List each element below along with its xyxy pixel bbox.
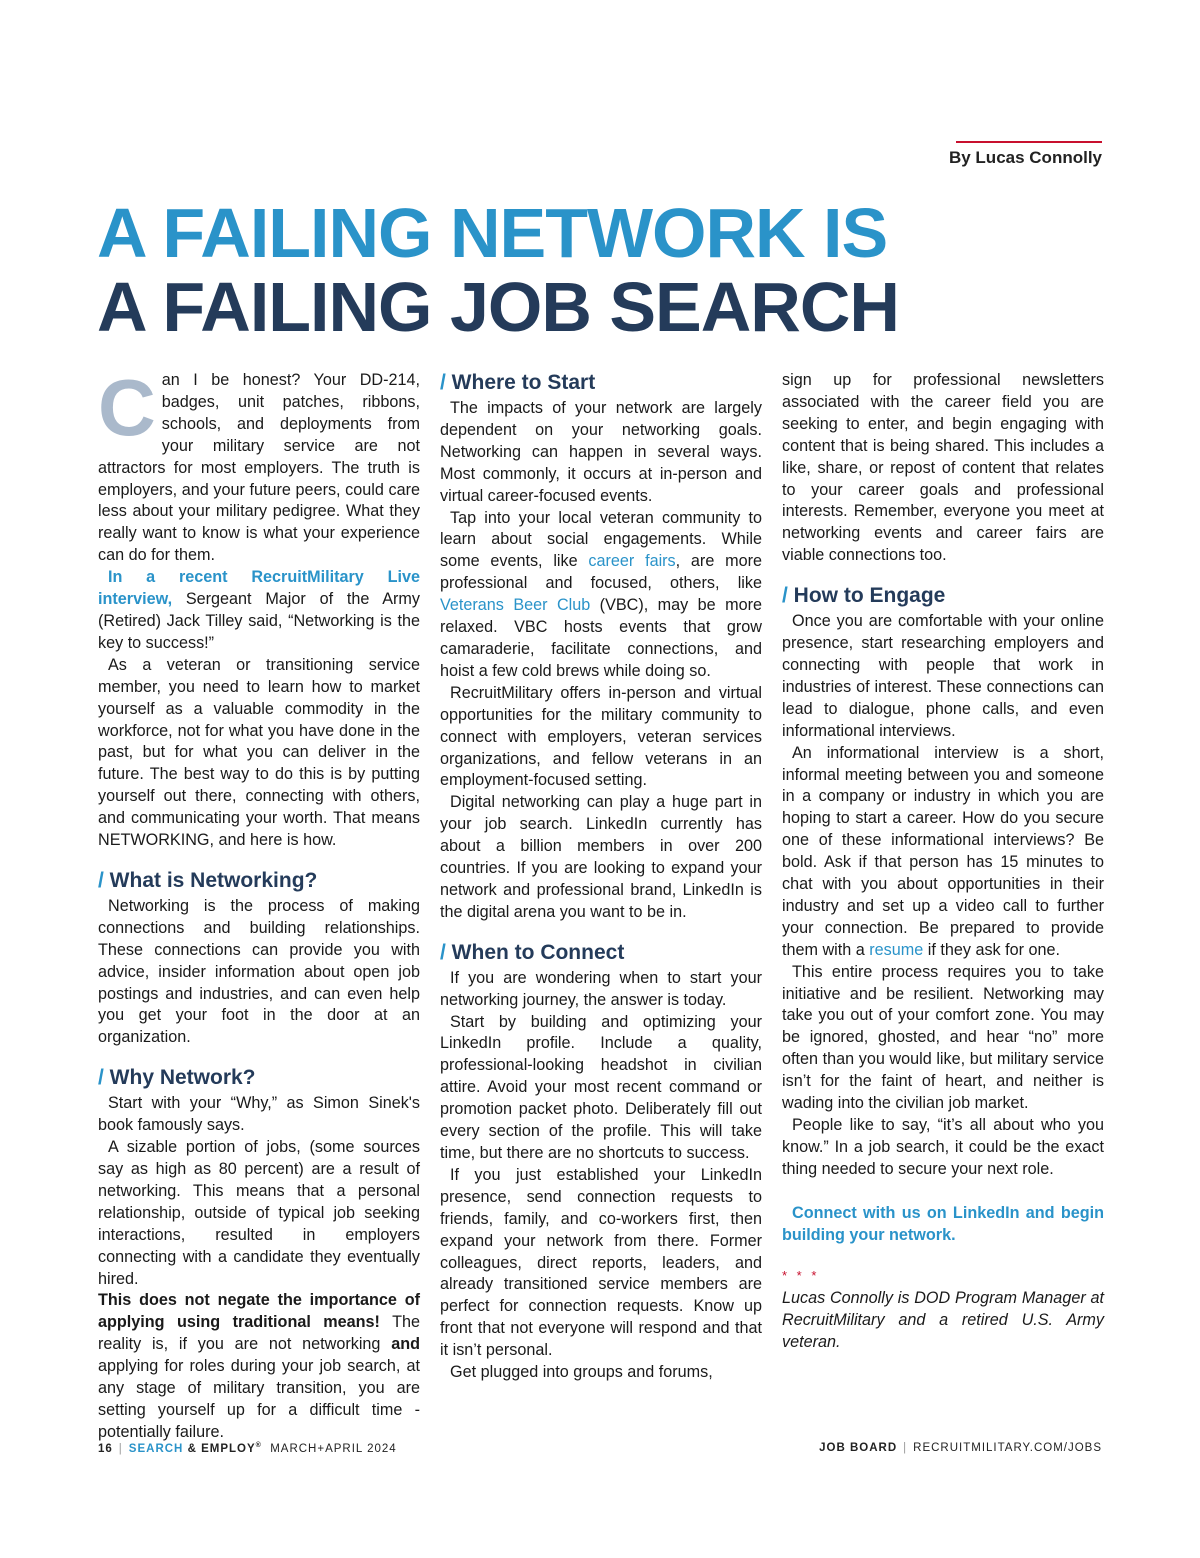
heading-where-to-start: / Where to Start xyxy=(440,371,596,394)
issue-date: MARCH+APRIL 2024 xyxy=(270,1442,397,1455)
heading-what-is-networking: / What is Networking? xyxy=(98,868,318,892)
heading-why-network: / Why Network? xyxy=(98,1066,256,1090)
paragraph: A sizable portion of jobs, (some sources say as high as 80 percent) are a result of networking. This means that a personal relationship, outside of typical job seeking interactions, resulted in employers connecting with a candidate they eventually hired. xyxy=(98,1138,420,1288)
byline: By Lucas Connolly xyxy=(948,148,1102,167)
title-line-1: A FAILING NETWORK IS xyxy=(97,194,888,272)
intro-paragraph: Can I be honest? Your DD-214, badges, unit patches, ribbons, schools, and deployments from your military service are not attractors for most employers. The truth is employers, and your future peers, could care less about your military pedigree. What they really want to know is what your experience can do for them. xyxy=(98,363,420,565)
section-name: JOB BOARD xyxy=(819,1442,898,1454)
section-stars: * * * xyxy=(782,1267,820,1283)
paragraph: Tap into your local veteran community to learn about social engagements. While some events, like career fairs, are more professional and focused, others, like Veterans Beer Club (VBC), may be more relaxed. VBC hosts events that grow camaraderie, facilitate connections, and hoist a few cold brews while doing so. xyxy=(440,508,762,680)
career-fairs-link[interactable]: career fairs xyxy=(588,552,676,571)
heading-how-to-engage: / How to Engage xyxy=(782,584,946,608)
paragraph: Networking is the process of making connections and building relationships. These connections can provide you with advice, insider information about open job postings and industries, and can even help you get your foot in the door at an organization. xyxy=(98,896,420,1047)
byline-rule xyxy=(956,141,1102,143)
title-line-2: A FAILING JOB SEARCH xyxy=(97,268,899,346)
paragraph: As a veteran or transitioning service member, you need to learn how to market yourself as a valuable commodity in the workforce, not for what you have done in the past, but for what you can deliver in the future. The best way to do this is by putting yourself out there, connecting with others, and communicating your worth. That means NETWORKING, and here is how. xyxy=(98,655,420,850)
footer-left: 16 | SEARCH & EMPLOY® MARCH+APRIL 2024 xyxy=(98,1442,397,1455)
paragraph: Start by building and optimizing your LinkedIn profile. Include a quality, professional-looking headshot in civilian attire. Avoid your most recent command or promotion packet photo. Deliberately fill out every section of the profile. This will take time, but there are no shortcuts to success. xyxy=(440,1012,762,1162)
paragraph: An informational interview is a short, informal meeting between you and someone in a company or industry in which you are hoping to start a career. How do you secure one of these informational interviews? Be bold. Ask if that person has 15 minutes to chat with you about opportunities in their industry and set up a video call to further your connection. Be prepared to provide them with a resume if they ask for one. xyxy=(782,743,1104,959)
footer-right: JOB BOARD | RECRUITMILITARY.COM/JOBS xyxy=(819,1442,1102,1454)
paragraph: The impacts of your network are largely dependent on your networking goals. Networking can happen in several ways. Most commonly, it occurs at in-person and virtual career-focused events. xyxy=(440,399,762,505)
paragraph: sign up for professional newsletters associated with the career field you are seeking to enter, and begin engaging with content that is being shared. This includes a like, share, or repost of content that relates to your career goals and professional interests. Remember, everyone you meet at networking events and career fairs are viable connections too. xyxy=(782,371,1104,565)
paragraph: This entire process requires you to take initiative and be resilient. Networking may take you out of your comfort zone. You may be ignored, ghosted, and hear “no” more often than you would like, but military service isn’t for the faint of heart, and neither is wading into the civilian job market. xyxy=(782,962,1104,1113)
footer-url: RECRUITMILITARY.COM/JOBS xyxy=(913,1442,1102,1454)
drop-cap: C xyxy=(98,363,156,452)
paragraph: In a recent RecruitMilitary Live interview, Sergeant Major of the Army (Retired) Jack Tilley said, “Networking is the key to success!” xyxy=(98,568,420,652)
linkedin-cta-link[interactable]: Connect with us on LinkedIn and begin building your network. xyxy=(782,1203,1104,1244)
resume-link[interactable]: resume xyxy=(869,940,924,959)
magazine-brand: SEARCH xyxy=(128,1442,184,1455)
paragraph: Digital networking can play a huge part in your job search. LinkedIn currently has about a billion members in over 200 countries. If you are looking to expand your network and professional brand, LinkedIn is the digital arena you want to be in. xyxy=(440,793,762,921)
veterans-beer-club-link[interactable]: Veterans Beer Club xyxy=(440,596,591,615)
paragraph: This does not negate the importance of applying using traditional means! The reality is, if you are not networking and applying for roles during your job search, at any stage of military transition, you are setting yourself up for a difficult time - potentially failure. xyxy=(98,1291,420,1441)
author-bio: Lucas Connolly is DOD Program Manager at RecruitMilitary and a retired U.S. Army veteran. xyxy=(782,1289,1104,1352)
paragraph: People like to say, “it’s all about who you know.” In a job search, it could be the exact thing needed to secure your next role. xyxy=(782,1116,1104,1178)
column-3 xyxy=(782,370,1104,1354)
interview-link[interactable]: In a recent RecruitMilitary Live interview, xyxy=(98,568,420,609)
paragraph: If you are wondering when to start your networking journey, the answer is today. xyxy=(440,968,762,1009)
page-number: 16 xyxy=(98,1442,113,1455)
article-title xyxy=(97,196,1097,344)
paragraph: Start with your “Why,” as Simon Sinek's book famously says. xyxy=(98,1094,420,1135)
paragraph: Get plugged into groups and forums, xyxy=(450,1363,713,1382)
paragraph: Once you are comfortable with your online presence, start researching employers and connecting with people that work in industries of interest. These connections can lead to dialogue, phone calls, and even informational interviews. xyxy=(782,612,1104,740)
heading-when-to-connect: / When to Connect xyxy=(440,940,625,964)
column-2 xyxy=(440,370,762,1384)
column-1 xyxy=(98,363,420,1444)
paragraph: If you just established your LinkedIn presence, send connection requests to friends, family, and co-workers first, then expand your network from there. Former colleagues, direct reports, leaders, and already transitioned service members are perfect for connection requests. Know up front that not everyone will respond and that it isn’t personal. xyxy=(440,1165,762,1360)
paragraph: RecruitMilitary offers in-person and virtual opportunities for the military community to connect with employers, veteran services organizations, and fellow veterans in an employment-focused setting. xyxy=(440,683,762,790)
